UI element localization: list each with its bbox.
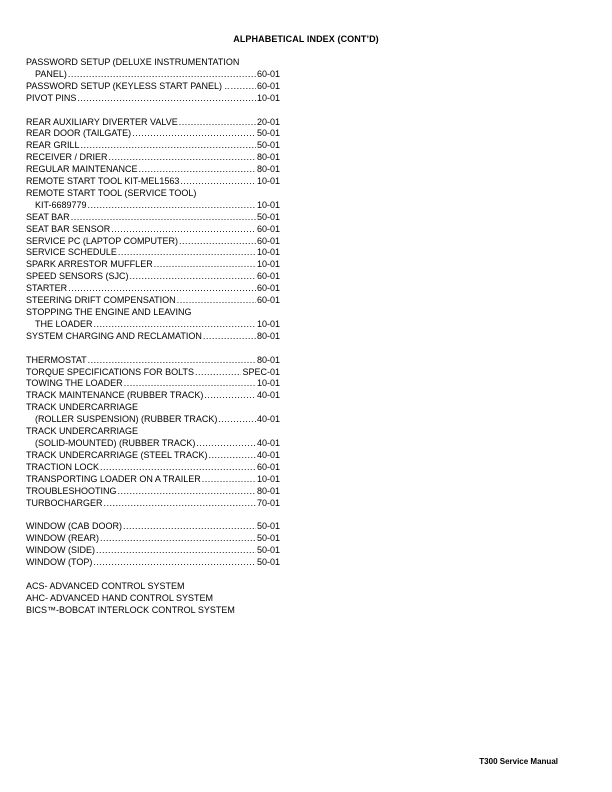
abbreviation-item: BICS™-BOBCAT INTERLOCK CONTROL SYSTEM xyxy=(26,604,235,615)
index-entry-page: 10-01 xyxy=(256,318,280,329)
index-entry xyxy=(26,117,280,129)
index-entry-label: PASSWORD SETUP (KEYLESS START PANEL) .. xyxy=(26,80,230,91)
dot-leader xyxy=(139,164,256,176)
index-entry-page: 50-01 xyxy=(256,128,280,139)
dot-leader xyxy=(123,521,256,533)
index-entry-label: RECEIVER / DRIER xyxy=(26,152,108,163)
index-entry-page: 50-01 xyxy=(256,557,280,568)
index-entry xyxy=(26,295,280,307)
index-entry xyxy=(26,533,280,545)
dot-leader xyxy=(88,355,256,367)
index-entry xyxy=(26,367,280,379)
index-entry-label: REGULAR MAINTENANCE xyxy=(26,164,138,175)
dot-leader xyxy=(132,128,256,140)
index-entry-page: 60-01 xyxy=(256,283,280,294)
index-entry-label: TORQUE SPECIFICATIONS FOR BOLTS xyxy=(26,366,195,377)
index-entry-label: REAR DOOR (TAILGATE) xyxy=(26,128,132,139)
index-entry-label: TRACK MAINTENANCE (RUBBER TRACK) xyxy=(26,390,204,401)
dot-leader xyxy=(111,224,256,236)
index-entry xyxy=(26,521,280,533)
index-entry xyxy=(26,545,280,557)
dot-leader xyxy=(118,486,256,498)
index-entry-page: 60-01 xyxy=(256,295,280,306)
index-entry-label: STEERING DRIFT COMPENSATION xyxy=(26,295,176,306)
dot-leader xyxy=(218,414,256,426)
index-entry xyxy=(26,283,280,295)
index-entry xyxy=(26,259,280,271)
dot-leader xyxy=(177,295,256,307)
index-entry-page: 80-01 xyxy=(256,164,280,175)
index-entry-page: 80-01 xyxy=(256,330,280,341)
dot-leader xyxy=(130,271,256,283)
group-spacer xyxy=(26,105,280,117)
index-entry-page: 50-01 xyxy=(256,545,280,556)
index-entry-label: SERVICE PC (LAPTOP COMPUTER) xyxy=(26,235,179,246)
index-entry-page: 80-01 xyxy=(256,354,280,365)
index-entry-label: TROUBLESHOOTING xyxy=(26,485,117,496)
index-entry-label: TRACTION LOCK xyxy=(26,461,100,472)
index-entry-page: 60-01 xyxy=(256,68,280,79)
index-entry xyxy=(26,438,280,450)
index-entry-heading: TRACK UNDERCARRIAGE xyxy=(26,426,139,437)
abbreviation-item: AHC- ADVANCED HAND CONTROL SYSTEM xyxy=(26,592,214,603)
dot-leader xyxy=(154,259,256,271)
index-entry-page: 10-01 xyxy=(256,378,280,389)
dot-leader xyxy=(209,450,256,462)
index-entry xyxy=(26,69,280,81)
index-entry-page: 40-01 xyxy=(256,449,280,460)
index-entry-label: WINDOW (REAR) xyxy=(26,533,99,544)
index-entry-label: WINDOW (TOP) xyxy=(26,557,93,568)
index-entry-page: 80-01 xyxy=(256,485,280,496)
index-entry-page: SPEC-01 xyxy=(242,366,280,377)
dot-leader xyxy=(100,533,256,545)
group-spacer xyxy=(26,509,280,521)
index-entry-page: 10-01 xyxy=(256,247,280,258)
index-entry xyxy=(26,498,280,510)
dot-leader xyxy=(81,140,256,152)
index-entry-page: 10-01 xyxy=(256,259,280,270)
index-entry-page: 60-01 xyxy=(256,461,280,472)
index-entry xyxy=(26,355,280,367)
index-entry xyxy=(26,200,280,212)
footer-manual-title: T300 Service Manual xyxy=(479,757,558,766)
page-title: ALPHABETICAL INDEX (CONT’D) xyxy=(233,34,379,44)
dot-leader xyxy=(68,283,256,295)
index-entry-heading: REMOTE START TOOL (SERVICE TOOL) xyxy=(26,187,197,198)
index-entry-page: 40-01 xyxy=(256,390,280,401)
index-entry-label: SEAT BAR xyxy=(26,211,70,222)
index-entry-heading: STOPPING THE ENGINE AND LEAVING xyxy=(26,307,192,318)
index-entry xyxy=(26,212,280,224)
index-entry xyxy=(26,414,280,426)
index-entry xyxy=(26,224,280,236)
index-entry-page: 10-01 xyxy=(256,92,280,103)
index-entry-page: 10-01 xyxy=(256,176,280,187)
dot-leader xyxy=(68,69,256,81)
index-entry-heading: TRACK UNDERCARRIAGE xyxy=(26,402,139,413)
dot-leader xyxy=(88,200,256,212)
dot-leader xyxy=(202,474,256,486)
index-entry-label: (SOLID-MOUNTED) (RUBBER TRACK) xyxy=(35,437,196,448)
index-entry-label: SEAT BAR SENSOR xyxy=(26,223,111,234)
index-entry xyxy=(26,331,280,343)
dot-leader xyxy=(118,247,256,259)
dot-leader xyxy=(195,367,241,379)
index-entry-page: 60-01 xyxy=(256,235,280,246)
index-entry xyxy=(26,271,280,283)
index-entry-label: REAR AUXILIARY DIVERTER VALVE xyxy=(26,116,178,127)
dot-leader xyxy=(93,557,256,569)
dot-leader xyxy=(124,378,256,390)
index-entry-label: TURBOCHARGER xyxy=(26,497,103,508)
index-entry xyxy=(26,81,280,93)
index-entry xyxy=(26,557,280,569)
dot-leader xyxy=(204,390,256,402)
index-entry-page: 50-01 xyxy=(256,533,280,544)
index-entry-label: SYSTEM CHARGING AND RECLAMATION xyxy=(26,330,202,341)
index-entry-label: THE LOADER xyxy=(35,318,93,329)
index-entry-heading: PASSWORD SETUP (DELUXE INSTRUMENTATION xyxy=(26,57,240,67)
index-entry-page: 60-01 xyxy=(256,271,280,282)
index-entry-page: 10-01 xyxy=(256,473,280,484)
index-entry-label: WINDOW (CAB DOOR) xyxy=(26,521,122,532)
dot-leader xyxy=(180,176,256,188)
index-entry-label: REMOTE START TOOL KIT-MEL1563 xyxy=(26,176,180,187)
index-entry-label: THERMOSTAT xyxy=(26,354,87,365)
index-entry-label: TRANSPORTING LOADER ON A TRAILER xyxy=(26,473,201,484)
index-entry-label: TRACK UNDERCARRIAGE (STEEL TRACK) xyxy=(26,449,208,460)
index-entry-label: (ROLLER SUSPENSION) (RUBBER TRACK) xyxy=(35,414,218,425)
index-entry-page: 50-01 xyxy=(256,521,280,532)
index-entry-page: 60-01 xyxy=(256,80,280,91)
index-entry xyxy=(26,390,280,402)
dot-leader xyxy=(109,152,256,164)
dot-leader xyxy=(231,81,256,93)
index-entry-page: 40-01 xyxy=(256,414,280,425)
index-entry-page: 60-01 xyxy=(256,223,280,234)
index-entry xyxy=(26,319,280,331)
index-entry xyxy=(26,176,280,188)
index-entry-page: 50-01 xyxy=(256,140,280,151)
index-entry-label: SPARK ARRESTOR MUFFLER xyxy=(26,259,153,270)
alphabetical-index xyxy=(26,57,280,617)
index-entry xyxy=(26,140,280,152)
index-entry xyxy=(26,378,280,390)
index-entry-label: SPEED SENSORS (SJC) xyxy=(26,271,129,282)
abbreviation-item: ACS- ADVANCED CONTROL SYSTEM xyxy=(26,580,185,591)
index-entry-page: 70-01 xyxy=(256,497,280,508)
index-entry xyxy=(26,247,280,259)
index-entry-label: KIT-6689779 xyxy=(35,199,87,210)
index-entry-label: PIVOT PINS xyxy=(26,92,77,103)
index-entry-page: 50-01 xyxy=(256,211,280,222)
index-entry-label: WINDOW (SIDE) xyxy=(26,545,95,556)
index-entry xyxy=(26,152,280,164)
dot-leader xyxy=(179,236,256,248)
index-entry-label: TOWING THE LOADER xyxy=(26,378,123,389)
dot-leader xyxy=(203,331,256,343)
index-entry-page: 40-01 xyxy=(256,437,280,448)
dot-leader xyxy=(94,319,256,331)
dot-leader xyxy=(77,93,256,105)
index-entry xyxy=(26,474,280,486)
dot-leader xyxy=(71,212,256,224)
dot-leader xyxy=(96,545,256,557)
index-entry-page: 10-01 xyxy=(256,199,280,210)
index-entry-page: 20-01 xyxy=(256,116,280,127)
dot-leader xyxy=(100,462,256,474)
index-entry xyxy=(26,236,280,248)
index-entry xyxy=(26,164,280,176)
index-entry-label: PANEL) xyxy=(35,68,67,79)
group-spacer xyxy=(26,343,280,355)
abbreviation-list xyxy=(26,581,280,617)
index-entry-label: SERVICE SCHEDULE xyxy=(26,247,117,258)
dot-leader xyxy=(104,498,256,510)
index-entry-page: 80-01 xyxy=(256,152,280,163)
index-entry xyxy=(26,128,280,140)
index-entry xyxy=(26,486,280,498)
index-entry xyxy=(26,450,280,462)
dot-leader xyxy=(179,117,256,129)
index-entry xyxy=(26,462,280,474)
index-entry xyxy=(26,93,280,105)
dot-leader xyxy=(196,438,256,450)
index-entry-label: REAR GRILL xyxy=(26,140,80,151)
index-entry-label: STARTER xyxy=(26,283,68,294)
